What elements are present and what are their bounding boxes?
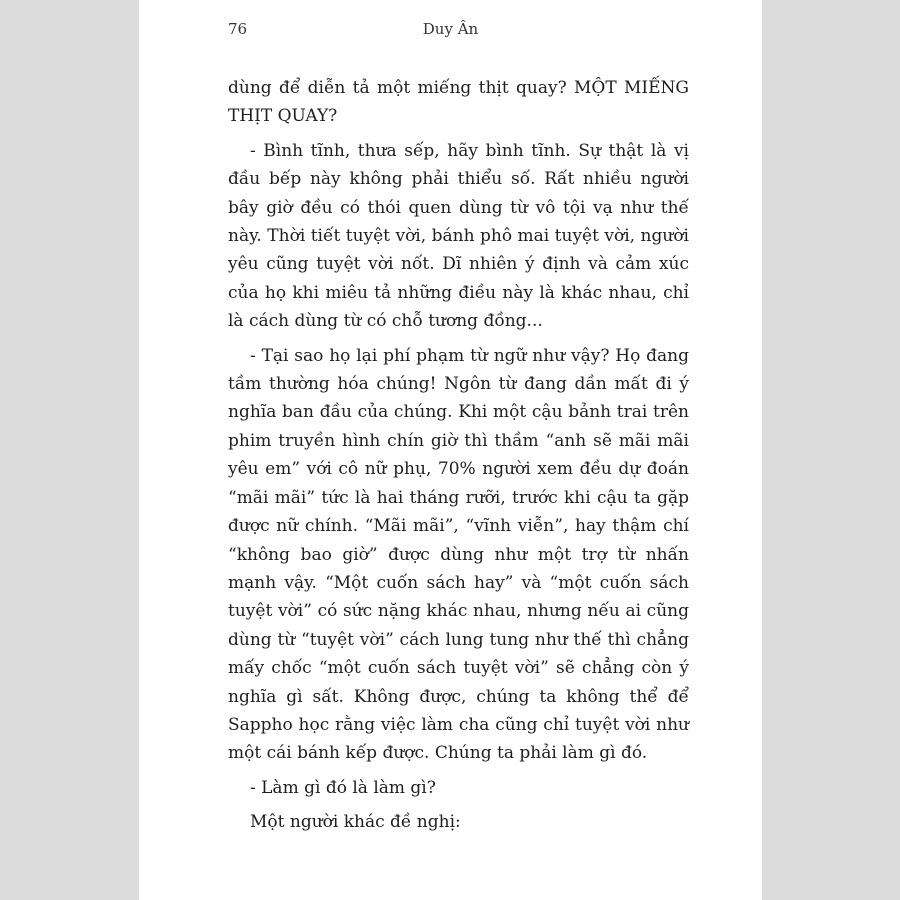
body-text <box>228 74 689 843</box>
paragraph-continued: dùng để diễn tả một miếng thịt quay? MỘT MIẾNG THỊT QUAY? <box>228 78 689 127</box>
page-header <box>139 20 762 44</box>
paragraph-dialogue: - Làm gì đó là làm gì? <box>250 777 436 798</box>
running-head-author: Duy Ân <box>422 20 479 38</box>
book-page <box>139 0 762 900</box>
page-number: 76 <box>228 20 248 38</box>
paragraph-dialogue: - Tại sao họ lại phí phạm từ ngữ như vậy? Họ đang tầm thường hóa chúng! Ngôn từ đang dần mất đi ý nghĩa ban đầu của chúng. Khi một cậu bảnh trai trên phim truyền hình chín giờ thì thầm “anh sẽ mãi mãi yêu em” với cô nữ phụ, 70% người xem đều dự đoán “mãi mãi” tức là hai tháng rưỡi, trước khi cậu ta gặp được nữ chính. “Mãi mãi”, “vĩnh viễn”, hay thậm chí “không bao giờ” được dùng như một trợ từ nhấn mạnh vậy. “Một cuốn sách hay” và “một cuốn sách tuyệt vời” có sức nặng khác nhau, nhưng nếu ai cũng dùng từ “tuyệt vời” cách lung tung như thế thì chẳng mấy chốc “một cuốn sách tuyệt vời” sẽ chẳng còn ý nghĩa gì sất. Không được, chúng ta không thể để Sappho học rằng việc làm cha cũng chỉ tuyệt vời như một cái bánh kếp được. Chúng ta phải làm gì đó. <box>228 345 689 764</box>
paragraph-dialogue: - Bình tĩnh, thưa sếp, hãy bình tĩnh. Sự thật là vị đầu bếp này không phải thiểu số. Rất nhiều người bây giờ đều có thói quen dùng từ vô tội vạ như thế này. Thời tiết tuyệt vời, bánh phô mai tuyệt vời, người yêu cũng tuyệt vời nốt. Dĩ nhiên ý định và cảm xúc của họ khi miêu tả những điều này là khác nhau, chỉ là cách dùng từ có chỗ tương đồng... <box>228 140 689 332</box>
paragraph-narration: Một người khác đề nghị: <box>250 812 461 833</box>
